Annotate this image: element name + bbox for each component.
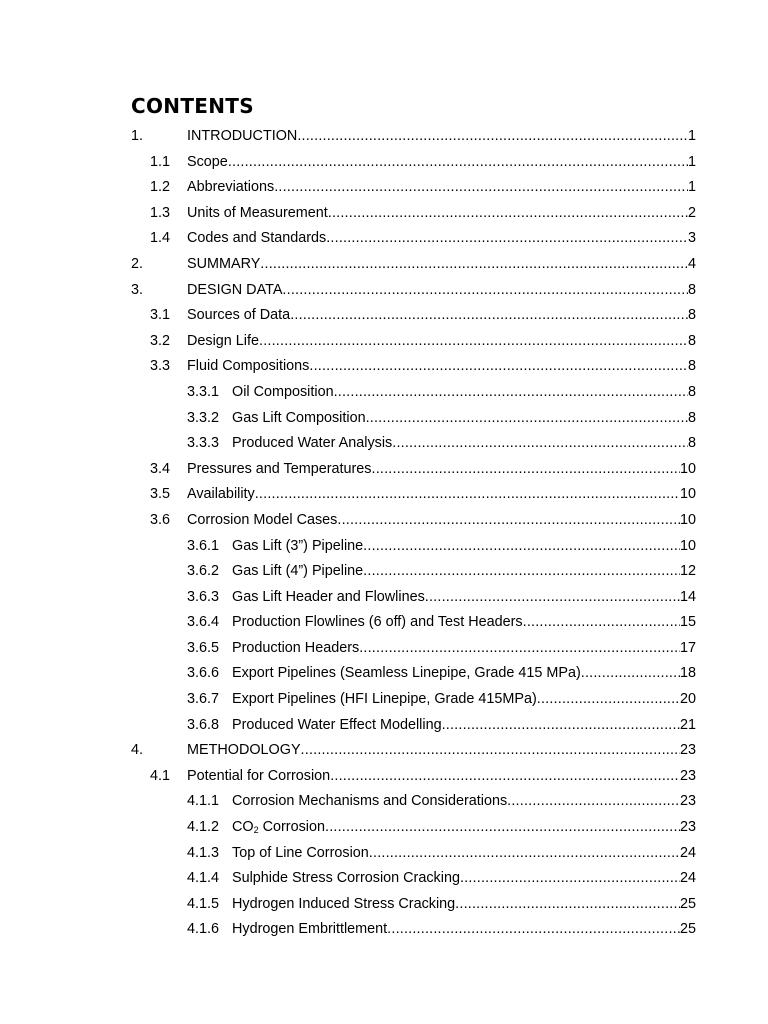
toc-entry-title-text: Hydrogen Induced Stress Cracking <box>232 895 456 912</box>
toc-entry-page-number: 23 <box>679 742 696 759</box>
toc-entry-title <box>232 917 387 943</box>
toc-entry-number: 4.1.2 <box>187 819 220 836</box>
dot-leader <box>359 636 680 662</box>
toc-entry[interactable] <box>0 661 768 687</box>
dot-leader <box>363 559 680 585</box>
toc-entry[interactable] <box>0 431 768 457</box>
toc-entry-line <box>232 661 696 687</box>
toc-entry[interactable] <box>0 815 768 841</box>
dot-leader <box>337 508 680 534</box>
toc-entry-title-text: Gas Lift Composition <box>232 409 366 426</box>
toc-entry-title <box>187 252 260 278</box>
toc-entry[interactable] <box>0 892 768 918</box>
dot-leader <box>369 841 680 867</box>
toc-entry-page-number: 20 <box>679 691 696 708</box>
toc-entry[interactable] <box>0 457 768 483</box>
dot-leader <box>507 789 680 815</box>
toc-entry-title-text: Availability <box>187 486 255 503</box>
toc-entry-number: 3.3.3 <box>187 435 220 452</box>
toc-entry-line <box>232 585 696 611</box>
toc-entry-line <box>232 866 696 892</box>
toc-entry-title <box>232 636 359 662</box>
toc-entry-number: 4.1.5 <box>187 895 220 912</box>
toc-entry-page-number: 8 <box>687 281 696 298</box>
toc-entry-line <box>187 201 696 227</box>
toc-entry-number: 4.1.3 <box>187 844 220 861</box>
toc-entry-number: 3.6.8 <box>187 716 220 733</box>
toc-entry-title-rest: Corrosion <box>258 819 325 836</box>
toc-entry-line <box>187 482 696 508</box>
toc-entry-title <box>232 406 366 432</box>
toc-entry-title <box>187 124 297 150</box>
toc-entry-title-text: Corrosion Model Cases <box>187 511 338 528</box>
toc-entry-line <box>232 841 696 867</box>
toc-entry-line <box>232 406 696 432</box>
toc-entry-page-number: 8 <box>687 358 696 375</box>
toc-entry-title <box>232 559 363 585</box>
dot-leader <box>328 201 688 227</box>
toc-entry-title-text: Oil Composition <box>232 383 334 400</box>
toc-entry-line <box>187 457 696 483</box>
toc-entry-title-text: METHODOLOGY <box>187 742 301 759</box>
toc-entry-title <box>232 892 455 918</box>
toc-entry-title-text: Gas Lift Header and Flowlines <box>232 588 425 605</box>
toc-entry-title <box>187 150 228 176</box>
dot-leader <box>301 738 680 764</box>
toc-entry-number: 1.2 <box>150 179 171 196</box>
toc-entry-line <box>232 687 696 713</box>
toc-entry[interactable] <box>0 713 768 739</box>
toc-entry-line <box>187 252 696 278</box>
toc-entry-number: 4.1.1 <box>187 793 220 810</box>
toc-entry-line <box>232 380 696 406</box>
toc-entry[interactable] <box>0 124 768 150</box>
toc-entry[interactable] <box>0 610 768 636</box>
dot-leader <box>366 406 688 432</box>
dot-leader <box>442 713 680 739</box>
toc-entry-line <box>187 354 696 380</box>
toc-entry-page-number: 4 <box>687 255 696 272</box>
toc-entry-line <box>187 226 696 252</box>
toc-entry-page-number: 8 <box>687 409 696 426</box>
toc-entry-number: 3. <box>131 281 144 298</box>
toc-entry-title <box>232 610 523 636</box>
toc-entry[interactable] <box>0 917 768 943</box>
toc-entry-title-text: Gas Lift (3”) Pipeline <box>232 537 364 554</box>
toc-entry-title-text: Units of Measurement <box>187 204 328 221</box>
toc-entry[interactable] <box>0 687 768 713</box>
toc-entry-title-text: Gas Lift (4”) Pipeline <box>232 563 364 580</box>
toc-entry-page-number: 1 <box>687 128 696 144</box>
toc-entry-line <box>232 559 696 585</box>
toc-entry-title <box>232 789 507 815</box>
toc-entry-number: 3.6.2 <box>187 563 220 580</box>
toc-entry-number: 4.1.6 <box>187 921 220 938</box>
toc-entry-page-number: 2 <box>687 204 696 221</box>
toc-entry-page-number: 25 <box>679 921 696 938</box>
dot-leader <box>274 175 688 201</box>
toc-entry-page-number: 8 <box>687 332 696 349</box>
toc-entry-title-text: Sulphide Stress Corrosion Cracking <box>232 870 460 887</box>
toc-entry-title-text: Production Headers <box>232 639 360 656</box>
toc-entry-page-number: 10 <box>679 486 696 503</box>
toc-entry-line <box>187 508 696 534</box>
toc-entry-title <box>232 841 369 867</box>
toc-entry-number: 1. <box>131 128 144 144</box>
toc-entry-title-text: Corrosion Mechanisms and Considerations <box>232 793 508 810</box>
dot-leader <box>325 815 680 844</box>
dot-leader <box>228 150 688 176</box>
toc-entry-title <box>187 764 330 790</box>
toc-entry-title-text: Sources of Data <box>187 307 291 324</box>
toc-entry-number: 3.6.1 <box>187 537 220 554</box>
toc-entry-page-number: 24 <box>679 870 696 887</box>
toc-entry-page-number: 10 <box>679 511 696 528</box>
toc-entry-number: 1.4 <box>150 230 171 247</box>
toc-entry-line <box>187 150 696 176</box>
dot-leader <box>537 687 680 713</box>
dot-leader <box>282 278 688 304</box>
toc-entry-title <box>187 738 301 764</box>
dot-leader <box>372 457 680 483</box>
toc-entry-number: 3.6 <box>150 511 171 528</box>
toc-entry-title-text: SUMMARY <box>187 255 261 272</box>
toc-entry-page-number: 10 <box>679 460 696 477</box>
toc-entry-subscript: 2 <box>253 825 259 836</box>
dot-leader <box>255 482 680 508</box>
dot-leader <box>581 661 680 687</box>
toc-entry-title <box>187 457 372 483</box>
dot-leader <box>363 534 680 560</box>
toc-entry[interactable] <box>0 482 768 508</box>
toc-entry-number: 3.6.3 <box>187 588 220 605</box>
toc-entry-number: 1.1 <box>150 153 171 170</box>
toc-entry-line <box>187 175 696 201</box>
toc-entry-page-number: 21 <box>679 716 696 733</box>
toc-entry-title <box>232 815 325 844</box>
dot-leader <box>460 866 680 892</box>
toc-entry-line <box>187 764 696 790</box>
toc-entry-title-text: Codes and Standards <box>187 230 327 247</box>
toc-entry-page-number: 14 <box>679 588 696 605</box>
toc-entry-number: 3.4 <box>150 460 171 477</box>
toc-entry-title <box>232 380 334 406</box>
toc-entry-line <box>232 431 696 457</box>
toc-entry-page-number: 23 <box>679 767 696 784</box>
dot-leader <box>387 917 680 943</box>
toc-entry[interactable] <box>0 329 768 355</box>
toc-entry[interactable] <box>0 201 768 227</box>
toc-entry-number: 3.3.2 <box>187 409 220 426</box>
dot-leader <box>326 226 688 252</box>
dot-leader <box>260 252 688 278</box>
toc-entry-line <box>232 815 696 844</box>
dot-leader <box>297 124 688 150</box>
toc-entry-page-number: 8 <box>687 435 696 452</box>
toc-entry-line <box>232 636 696 662</box>
toc-entry-number: 3.6.6 <box>187 665 220 682</box>
toc-entry-title-text: INTRODUCTION <box>187 128 298 144</box>
toc-entry-line <box>232 713 696 739</box>
toc-entry-line <box>232 917 696 943</box>
toc-entry-title-text: DESIGN DATA <box>187 281 283 298</box>
toc-entry[interactable] <box>0 252 768 278</box>
toc-entry[interactable] <box>0 764 768 790</box>
toc-entry-title-text: Export Pipelines (Seamless Linepipe, Grade 415 MPa) <box>232 665 581 682</box>
toc-entry[interactable] <box>0 380 768 406</box>
toc-entry-title-text: Potential for Corrosion <box>187 767 331 784</box>
toc-entry-title-text: Scope <box>187 153 228 170</box>
toc-entry-title-text: Produced Water Effect Modelling <box>232 716 442 733</box>
toc-entry-page-number: 23 <box>679 819 696 836</box>
toc-entry-title <box>232 866 460 892</box>
toc-entry-number: 3.1 <box>150 307 171 324</box>
toc-entry[interactable] <box>0 508 768 534</box>
toc-entry[interactable] <box>0 406 768 432</box>
dot-leader <box>425 585 680 611</box>
toc-entry-number: 3.6.5 <box>187 639 220 656</box>
toc-entry-number: 4.1 <box>150 767 171 784</box>
dot-leader <box>290 303 688 329</box>
toc-entry-title <box>187 226 326 252</box>
dot-leader <box>309 354 688 380</box>
toc-entry-title <box>187 201 328 227</box>
toc-entry[interactable] <box>0 789 768 815</box>
toc-entry-page-number: 8 <box>687 383 696 400</box>
toc-entry-title-text: CO <box>232 819 254 836</box>
toc-entry[interactable] <box>0 226 768 252</box>
dot-leader <box>330 764 680 790</box>
toc-entry-line <box>187 278 696 304</box>
toc-entry-title <box>232 585 425 611</box>
toc-entry-number: 2. <box>131 255 144 272</box>
toc-entry-page-number: 3 <box>687 230 696 247</box>
dot-leader <box>334 380 688 406</box>
toc-entry-title <box>187 329 259 355</box>
toc-entry-title <box>187 175 274 201</box>
toc-entry-line <box>187 738 696 764</box>
toc-entry-page-number: 18 <box>679 665 696 682</box>
toc-entry-title-text: Fluid Compositions <box>187 358 310 375</box>
toc-entry-title-text: Abbreviations <box>187 179 275 196</box>
toc-entry-page-number: 25 <box>679 895 696 912</box>
toc-entry-line <box>232 610 696 636</box>
toc-entry-title-text: Top of Line Corrosion <box>232 844 369 861</box>
toc-entry-number: 4. <box>131 742 144 759</box>
toc-entry-page-number: 24 <box>679 844 696 861</box>
toc-entry-title <box>232 687 537 713</box>
toc-entry-title <box>187 354 309 380</box>
toc-entry-title-text: Pressures and Temperatures <box>187 460 372 477</box>
toc-entry-line <box>232 534 696 560</box>
toc-entry-title-text: Production Flowlines (6 off) and Test Headers <box>232 614 523 631</box>
toc-entry-page-number: 23 <box>679 793 696 810</box>
toc-entry-page-number: 10 <box>679 537 696 554</box>
toc-entry[interactable] <box>0 303 768 329</box>
toc-entry-page-number: 12 <box>679 563 696 580</box>
dot-leader <box>392 431 688 457</box>
toc-entry-title <box>187 278 282 304</box>
toc-entry-line <box>187 303 696 329</box>
toc-entry[interactable] <box>0 585 768 611</box>
table-of-contents <box>0 124 768 943</box>
toc-entry-page-number: 17 <box>679 639 696 656</box>
toc-entry-title-text: Hydrogen Embrittlement <box>232 921 388 938</box>
dot-leader <box>455 892 680 918</box>
toc-entry-title <box>232 534 363 560</box>
dot-leader <box>259 329 688 355</box>
toc-entry[interactable] <box>0 559 768 585</box>
toc-entry-number: 4.1.4 <box>187 870 220 887</box>
toc-entry[interactable] <box>0 150 768 176</box>
toc-entry-title <box>232 431 392 457</box>
toc-entry-title-text: Produced Water Analysis <box>232 435 393 452</box>
toc-entry-number: 3.3 <box>150 358 171 375</box>
toc-entry[interactable] <box>0 738 768 764</box>
toc-entry-line <box>232 892 696 918</box>
toc-entry-title-text: Export Pipelines (HFI Linepipe, Grade 415MPa) <box>232 691 537 708</box>
toc-entry-line <box>232 789 696 815</box>
toc-entry[interactable] <box>0 175 768 201</box>
toc-entry-title-text: Design Life <box>187 332 259 349</box>
toc-entry-number: 3.6.4 <box>187 614 220 631</box>
contents-heading: CONTENTS <box>131 94 254 118</box>
toc-entry-title <box>232 713 442 739</box>
toc-entry[interactable] <box>0 354 768 380</box>
toc-entry-title <box>232 661 581 687</box>
toc-entry-page-number: 1 <box>687 179 696 196</box>
toc-entry-title <box>187 482 255 508</box>
toc-entry-number: 3.6.7 <box>187 691 220 708</box>
toc-entry-line <box>187 124 696 150</box>
toc-entry-line <box>187 329 696 355</box>
toc-entry-number: 3.3.1 <box>187 383 220 400</box>
toc-entry-page-number: 15 <box>679 614 696 631</box>
toc-entry-number: 3.2 <box>150 332 171 349</box>
toc-entry-page-number: 8 <box>687 307 696 324</box>
toc-entry-title <box>187 303 290 329</box>
toc-entry-title <box>187 508 337 534</box>
toc-entry[interactable] <box>0 866 768 892</box>
toc-entry[interactable] <box>0 534 768 560</box>
toc-entry[interactable] <box>0 841 768 867</box>
dot-leader <box>523 610 680 636</box>
toc-entry-number: 3.5 <box>150 486 171 503</box>
toc-entry-number: 1.3 <box>150 204 171 221</box>
toc-entry[interactable] <box>0 278 768 304</box>
toc-entry[interactable] <box>0 636 768 662</box>
toc-entry-page-number: 1 <box>687 153 696 170</box>
